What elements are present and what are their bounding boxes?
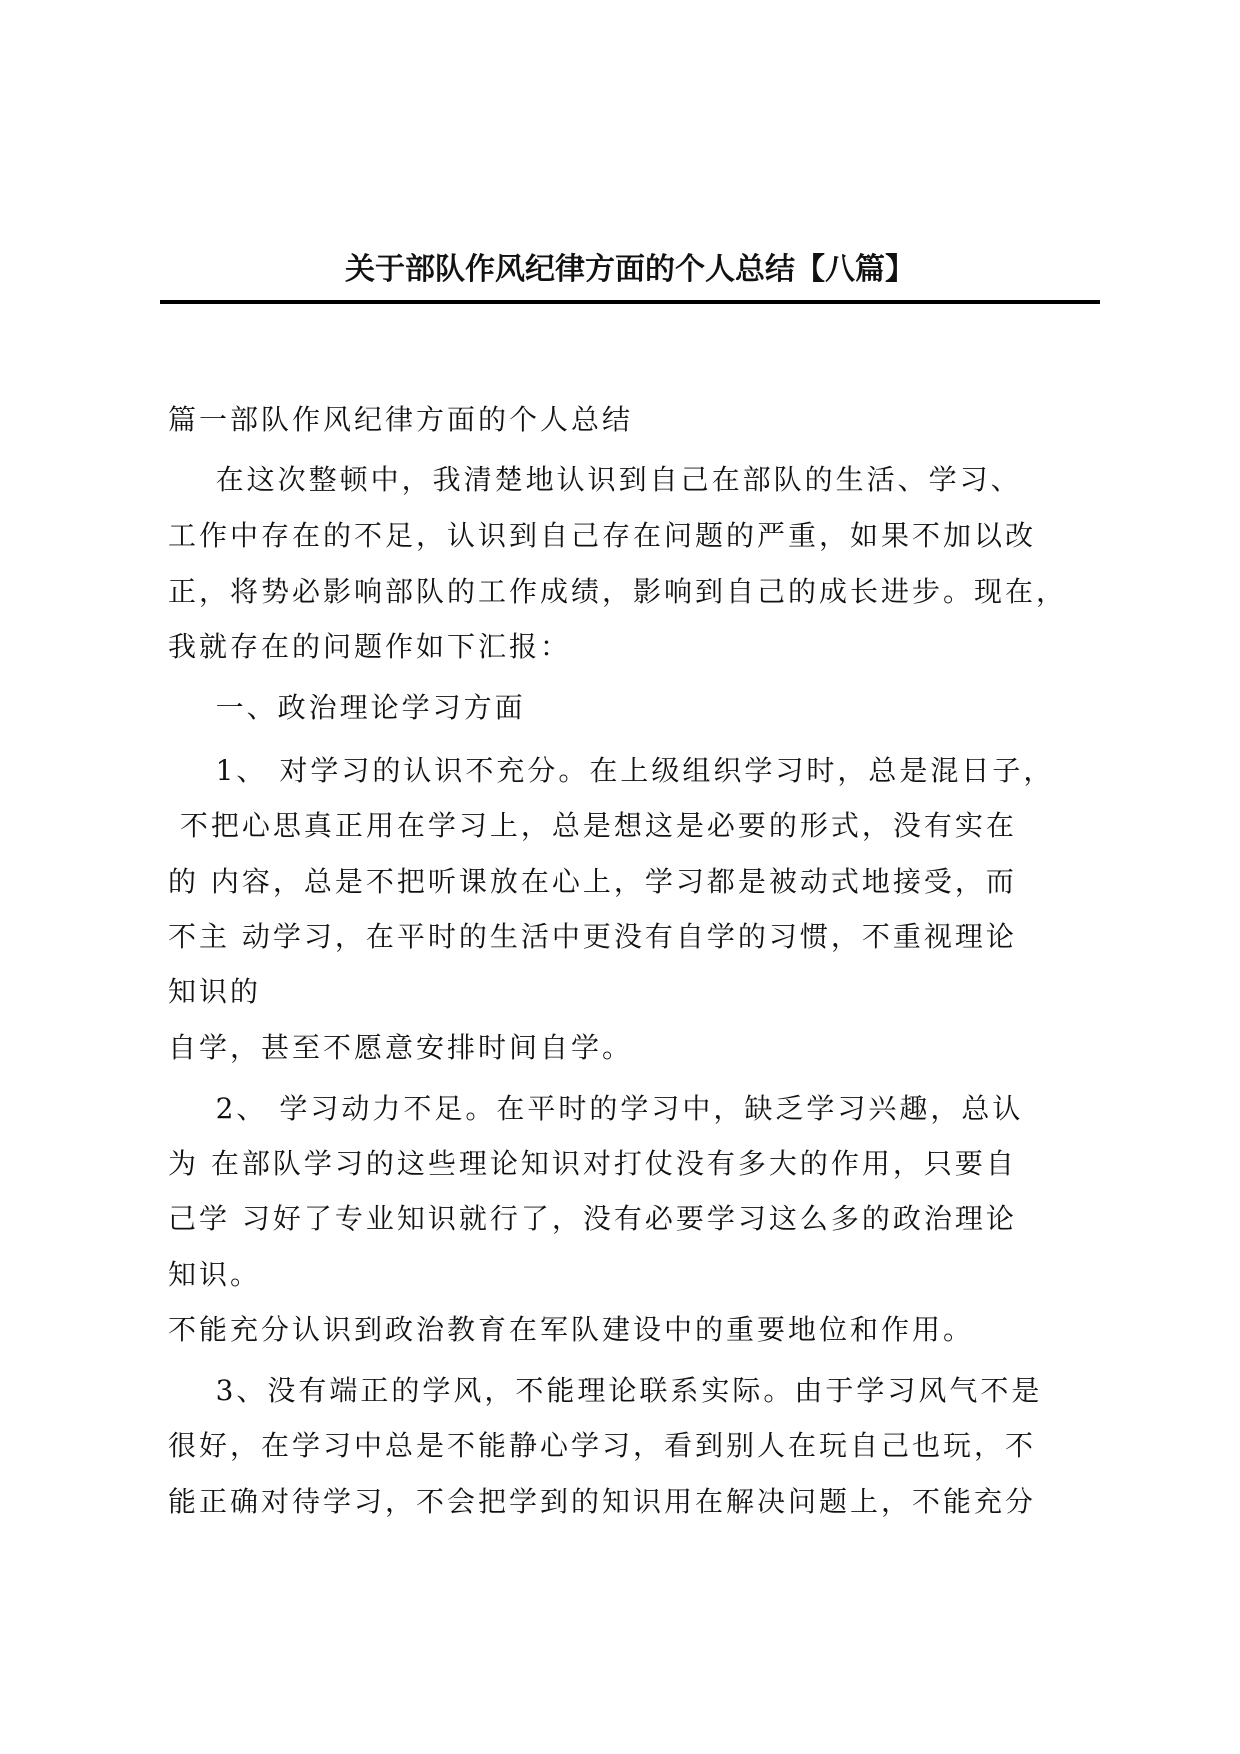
body-line: 能正确对待学习，不会把学到的知识用在解决问题上，不能充分 [168,1485,1037,1518]
body-line: 知识。 [168,1258,262,1291]
body-line: 的 内容，总是不把听课放在心上，学习都是被动式地接受，而 [168,865,1017,898]
body-line: 己学 习好了专业知识就行了，没有必要学习这么多的政治理论 [168,1202,1017,1235]
body-line: 1、 对学习的认识不充分。在上级组织学习时，总是混日子， [168,754,1055,787]
body-line: 为 在部队学习的这些理论知识对打仗没有多大的作用，只要自 [168,1147,1017,1180]
document-title: 关于部队作风纪律方面的个人总结【八篇】 [345,252,915,287]
title-underline [160,300,1100,304]
body-line: 很好，在学习中总是不能静心学习，看到别人在玩自己也玩，不 [168,1429,1037,1462]
subheading-politics: 一、政治理论学习方面 [168,691,526,724]
body-line: 正，将势必影响部队的工作成绩，影响到自己的成长进步。现在， [168,575,1068,608]
body-line: 自学，甚至不愿意安排时间自学。 [168,1031,634,1064]
body-line: 我就存在的问题作如下汇报： [168,630,572,663]
body-line: 2、 学习动力不足。在平时的学习中，缺乏学习兴趣，总认 [168,1092,1024,1125]
body-line: 不主 动学习，在平时的生活中更没有自学的习惯，不重视理论 [168,920,1017,953]
body-line: 不把心思真正用在学习上，总是想这是必要的形式，没有实在 [168,809,1017,842]
body-line: 知识的 [168,975,262,1008]
section-heading-1: 篇一部队作风纪律方面的个人总结 [168,403,634,436]
body-line: 在这次整顿中，我清楚地认识到自己在部队的生活、学习、 [168,463,1022,496]
body-line: 工作中存在的不足，认识到自己存在问题的严重，如果不加以改 [168,519,1037,552]
body-line: 3、没有端正的学风，不能理论联系实际。由于学习风气不是 [168,1374,1043,1407]
body-line: 不能充分认识到政治教育在军队建设中的重要地位和作用。 [168,1313,975,1346]
